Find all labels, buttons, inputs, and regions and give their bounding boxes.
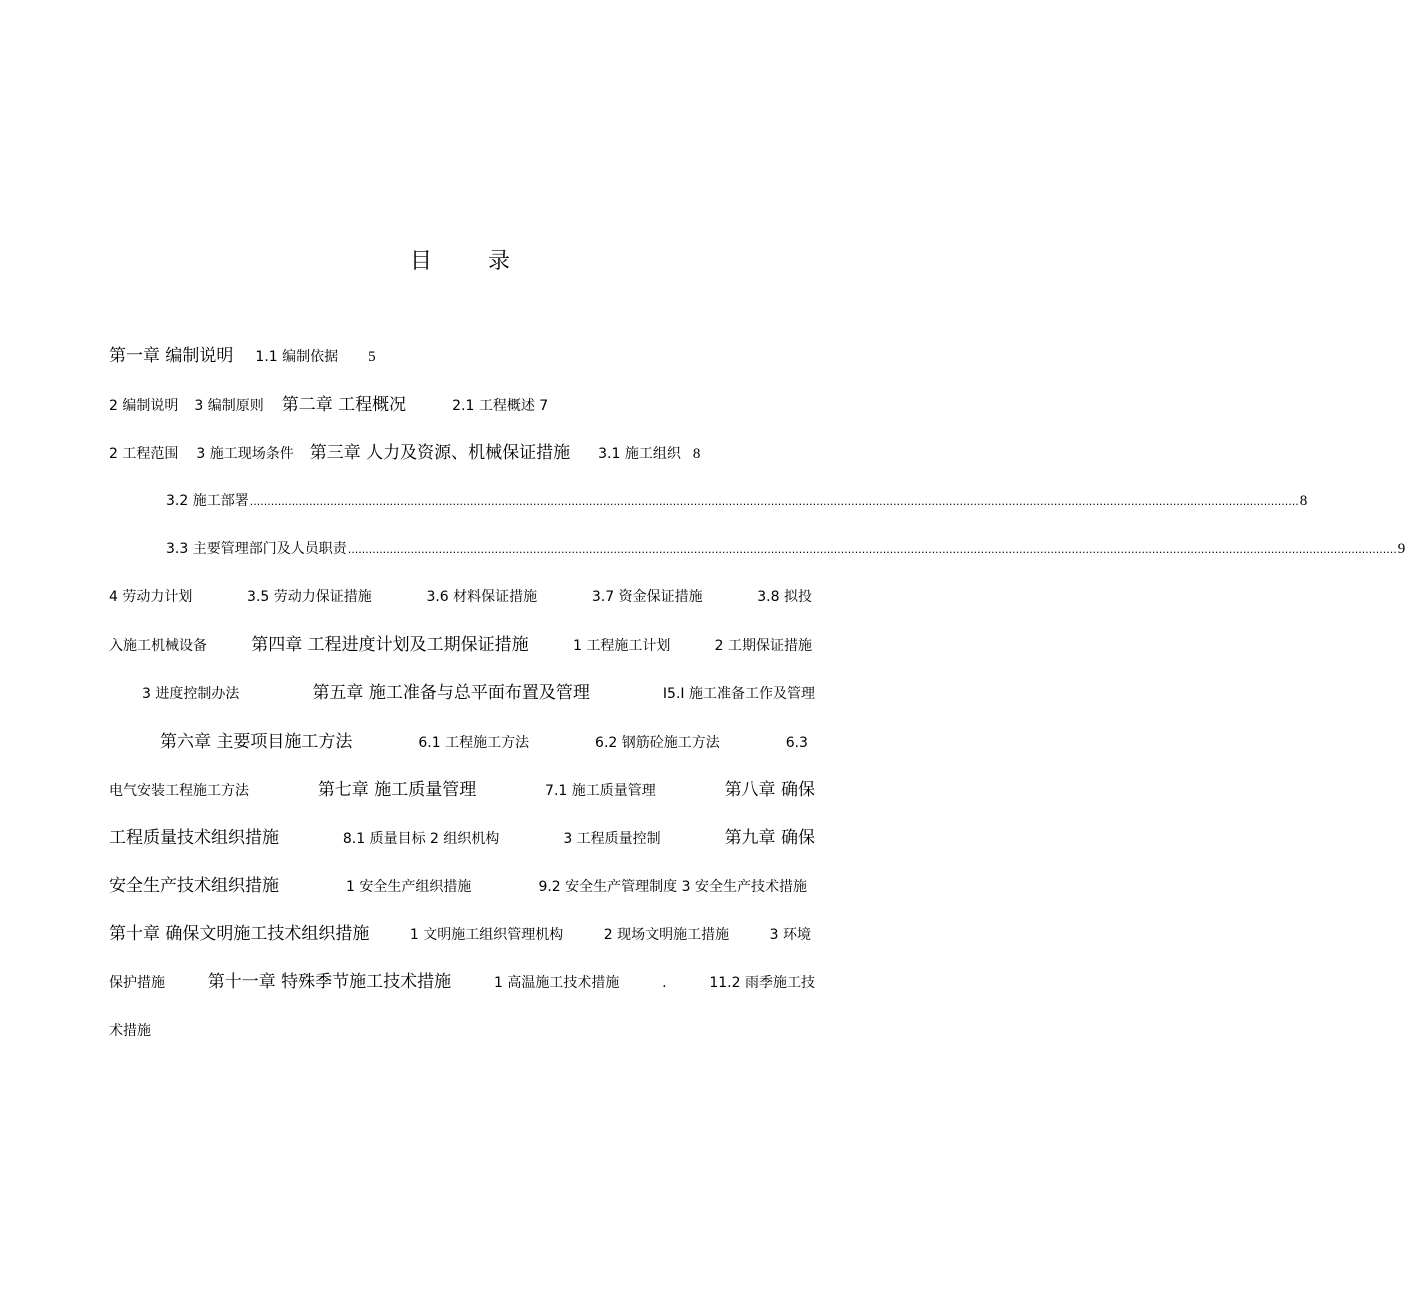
toc-chapter-heading[interactable]: 第九章 确保 bbox=[724, 828, 815, 848]
toc-line bbox=[109, 1017, 309, 1043]
toc-entry[interactable]: 11.2 雨季施工技 bbox=[709, 975, 815, 991]
toc-entry[interactable]: 2 工期保证措施 bbox=[714, 638, 812, 654]
toc-line bbox=[166, 488, 1308, 514]
toc-entry[interactable]: I5.I 施工准备工作及管理 bbox=[662, 686, 815, 702]
toc-entry[interactable]: 3 工程质量控制 bbox=[563, 831, 661, 847]
toc-entry[interactable]: 4 劳动力计划 bbox=[109, 589, 193, 605]
toc-entry[interactable]: 3.8 拟投 bbox=[757, 589, 812, 605]
toc-line bbox=[109, 873, 807, 899]
toc-page-number[interactable]: 5 bbox=[368, 349, 376, 365]
toc-chapter-heading[interactable]: 安全生产技术组织措施 bbox=[109, 876, 279, 896]
toc-chapter-heading[interactable]: 第五章 施工准备与总平面布置及管理 bbox=[312, 683, 590, 703]
toc-chapter-heading[interactable]: 第一章 编制说明 bbox=[109, 346, 234, 366]
toc-entry[interactable]: 电气安装工程施工方法 bbox=[109, 783, 249, 799]
toc-entry[interactable]: 3.7 资金保证措施 bbox=[591, 589, 703, 605]
toc-line bbox=[109, 632, 812, 658]
toc-chapter-heading[interactable]: 第六章 主要项目施工方法 bbox=[160, 732, 353, 752]
toc-entry[interactable]: 7.1 施工质量管理 bbox=[545, 783, 656, 799]
toc-entry[interactable]: 2 编制说明 bbox=[109, 398, 179, 414]
toc-entry[interactable]: 1.1 编制依据 bbox=[255, 349, 339, 365]
toc-entry[interactable]: 3 环境 bbox=[769, 927, 811, 943]
toc-entry[interactable]: 3 进度控制办法 bbox=[142, 686, 240, 702]
toc-line bbox=[109, 440, 769, 466]
toc-entry[interactable]: 2 工程范围 bbox=[109, 446, 179, 462]
toc-entry[interactable]: 1 安全生产组织措施 bbox=[346, 879, 472, 895]
toc-chapter-heading[interactable]: 第八章 确保 bbox=[724, 780, 815, 800]
toc-line bbox=[109, 343, 409, 369]
toc-entry[interactable]: 保护措施 bbox=[109, 975, 165, 991]
toc-chapter-heading[interactable]: 第十章 确保文明施工技术组织措施 bbox=[109, 924, 370, 944]
toc-entry[interactable]: 6.1 工程施工方法 bbox=[418, 735, 530, 751]
toc-title-char-2: 录 bbox=[488, 249, 511, 274]
toc-chapter-heading[interactable]: 第四章 工程进度计划及工期保证措施 bbox=[251, 635, 529, 655]
toc-entry[interactable]: 2.1 工程概述 7 bbox=[452, 398, 549, 414]
toc-entry[interactable]: 3.5 劳动力保证措施 bbox=[247, 589, 372, 605]
toc-entry[interactable]: 6.3 bbox=[785, 735, 808, 751]
toc-page-number[interactable]: 8 bbox=[1299, 493, 1308, 509]
toc-line bbox=[109, 825, 815, 851]
toc-chapter-heading[interactable]: 第二章 工程概况 bbox=[281, 395, 407, 415]
toc-chapter-heading[interactable]: 工程质量技术组织措施 bbox=[109, 828, 279, 848]
toc-entry[interactable]: 1 文明施工组织管理机构 bbox=[409, 927, 564, 943]
toc-line bbox=[142, 680, 815, 706]
toc-entry[interactable]: 3.3 主要管理部门及人员职责 bbox=[166, 541, 347, 557]
toc-entry[interactable]: 8.1 质量目标 2 组织机构 bbox=[342, 831, 500, 847]
toc-entry[interactable]: . bbox=[662, 975, 667, 991]
toc-line bbox=[109, 921, 811, 947]
toc-entry[interactable]: 入施工机械设备 bbox=[109, 638, 207, 654]
toc-title-char-1: 目 bbox=[409, 249, 432, 274]
toc-dot-leader: ............................................................................................................................................................................................................................................................................................................ bbox=[249, 495, 1299, 508]
toc-entry[interactable]: 3.2 施工部署 bbox=[166, 493, 249, 509]
toc-entry[interactable]: 3.1 施工组织 bbox=[598, 446, 681, 462]
toc-entry[interactable]: 2 现场文明施工措施 bbox=[603, 927, 730, 943]
toc-title bbox=[0, 244, 920, 275]
toc-line bbox=[160, 729, 808, 755]
toc-entry[interactable]: 3 编制原则 bbox=[194, 398, 264, 414]
toc-chapter-heading[interactable]: 第十一章 特殊季节施工技术措施 bbox=[207, 972, 452, 992]
toc-dot-leader: ............................................................................................................................................................................................................................................................................................................ bbox=[347, 543, 1397, 556]
toc-entry[interactable]: 3.6 材料保证措施 bbox=[426, 589, 538, 605]
toc-entry[interactable]: 3 施工现场条件 bbox=[196, 446, 294, 462]
toc-entry[interactable]: 1 工程施工计划 bbox=[572, 638, 671, 654]
toc-line bbox=[166, 536, 1405, 562]
toc-page-number[interactable]: 8 bbox=[692, 446, 701, 462]
toc-line bbox=[109, 584, 812, 610]
toc-entry[interactable]: 9.2 安全生产管理制度 3 安全生产技术措施 bbox=[538, 879, 807, 895]
toc-line bbox=[109, 777, 815, 803]
toc-entry[interactable]: 6.2 钢筋砼施工方法 bbox=[595, 735, 720, 751]
toc-entry[interactable]: 1 高温施工技术措施 bbox=[493, 975, 620, 991]
toc-line bbox=[109, 969, 815, 995]
toc-page-number[interactable]: 9 bbox=[1397, 541, 1405, 557]
toc-entry[interactable]: 术措施 bbox=[109, 1023, 151, 1039]
toc-chapter-heading[interactable]: 第七章 施工质量管理 bbox=[317, 780, 477, 800]
toc-line bbox=[109, 392, 609, 418]
toc-chapter-heading[interactable]: 第三章 人力及资源、机械保证措施 bbox=[309, 443, 571, 463]
